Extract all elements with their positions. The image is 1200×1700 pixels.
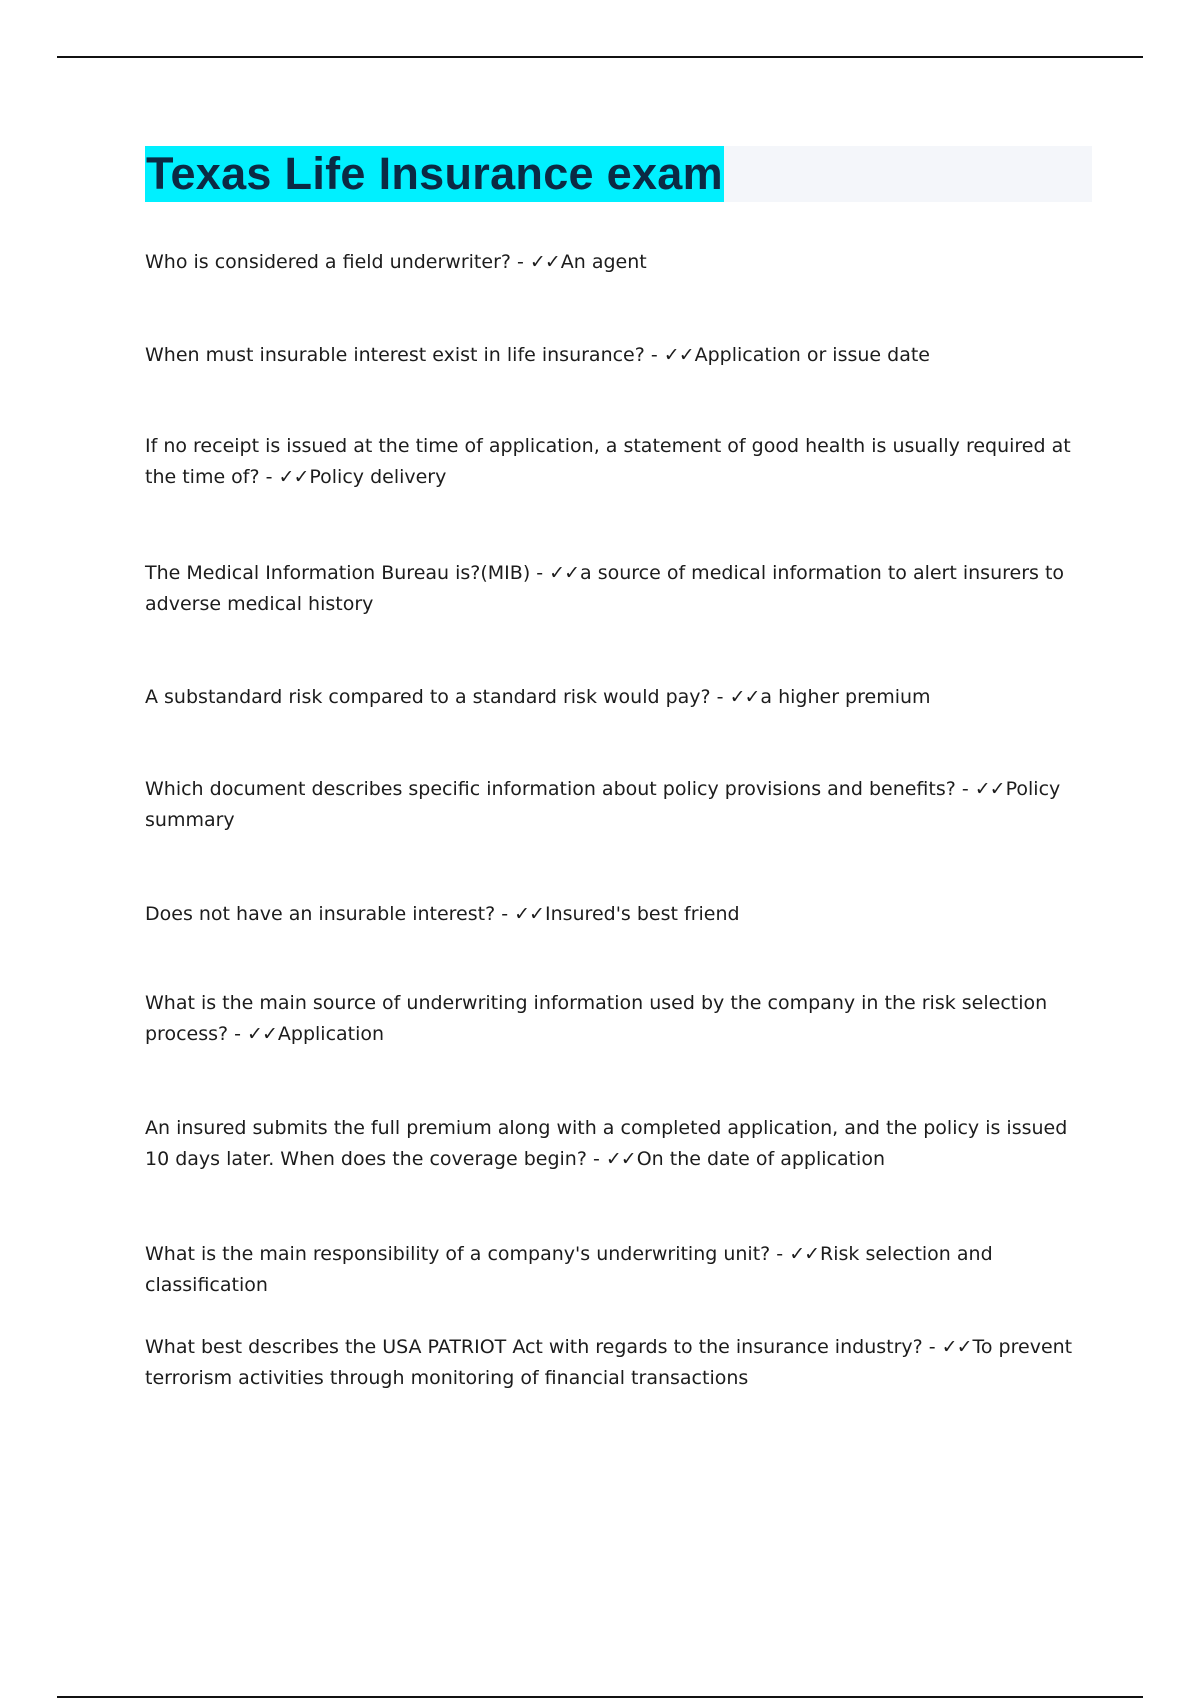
separator: - bbox=[510, 251, 530, 273]
separator: - bbox=[770, 1243, 790, 1265]
qa-item-5 bbox=[145, 682, 1095, 713]
qa-item-7 bbox=[145, 899, 1095, 930]
qa-item-4 bbox=[145, 558, 1095, 620]
question: A substandard risk compared to a standard risk would pay? bbox=[145, 686, 711, 708]
answer: An agent bbox=[560, 251, 647, 273]
question: When must insurable interest exist in life insurance? bbox=[145, 344, 645, 366]
question: Does not have an insurable interest? bbox=[145, 903, 496, 925]
question: What best describes the USA PATRIOT Act with regards to the insurance industry? bbox=[145, 1336, 923, 1358]
double-check-icon: ✓✓ bbox=[663, 344, 694, 366]
double-check-icon: ✓✓ bbox=[278, 466, 309, 488]
answer: To prevent terrorism activities through monitoring of financial transactions bbox=[145, 1336, 1073, 1389]
answer: Insured's best friend bbox=[544, 903, 740, 925]
double-check-icon: ✓✓ bbox=[974, 778, 1005, 800]
question: Which document describes specific information about policy provisions and benefits? bbox=[145, 778, 956, 800]
answer: Policy summary bbox=[145, 778, 1061, 831]
separator: - bbox=[530, 562, 550, 584]
question: What is the main source of underwriting information used by the company in the risk selection process? bbox=[145, 992, 1048, 1045]
question: An insured submits the full premium along with a completed application, and the policy is issued 10 days later. When does the coverage begin? bbox=[145, 1117, 1068, 1170]
double-check-icon: ✓✓ bbox=[729, 686, 760, 708]
top-rule bbox=[57, 56, 1143, 58]
question: If no receipt is issued at the time of application, a statement of good health is usually required at the time of? bbox=[145, 435, 1071, 488]
qa-item-11 bbox=[145, 1332, 1095, 1394]
answer: a source of medical information to alert insurers to adverse medical history bbox=[145, 562, 1065, 615]
answer: Policy delivery bbox=[309, 466, 447, 488]
separator: - bbox=[586, 1148, 606, 1170]
double-check-icon: ✓✓ bbox=[514, 903, 544, 925]
separator: - bbox=[259, 466, 279, 488]
separator: - bbox=[644, 344, 664, 366]
separator: - bbox=[955, 778, 975, 800]
qa-item-9 bbox=[145, 1113, 1095, 1175]
double-check-icon: ✓✓ bbox=[247, 1023, 277, 1045]
question: The Medical Information Bureau is?(MIB) bbox=[145, 562, 531, 584]
answer: a higher premium bbox=[760, 686, 931, 708]
question: Who is considered a field underwriter? bbox=[145, 251, 511, 273]
page-title: Texas Life Insurance exam bbox=[145, 146, 724, 202]
qa-item-2 bbox=[145, 340, 1095, 371]
answer: Application or issue date bbox=[694, 344, 930, 366]
qa-item-10 bbox=[145, 1239, 1095, 1301]
separator: - bbox=[710, 686, 730, 708]
separator: - bbox=[228, 1023, 248, 1045]
qa-item-3 bbox=[145, 431, 1095, 493]
bottom-rule bbox=[57, 1696, 1143, 1698]
qa-item-1 bbox=[145, 247, 1095, 278]
qa-item-6 bbox=[145, 774, 1095, 836]
double-check-icon: ✓✓ bbox=[941, 1336, 972, 1358]
answer: On the date of application bbox=[636, 1148, 886, 1170]
question: What is the main responsibility of a company's underwriting unit? bbox=[145, 1243, 771, 1265]
qa-item-8 bbox=[145, 988, 1095, 1050]
double-check-icon: ✓✓ bbox=[549, 562, 580, 584]
separator: - bbox=[922, 1336, 942, 1358]
double-check-icon: ✓✓ bbox=[529, 251, 560, 273]
double-check-icon: ✓✓ bbox=[605, 1148, 636, 1170]
answer: Risk selection and classification bbox=[145, 1243, 993, 1296]
separator: - bbox=[495, 903, 515, 925]
answer: Application bbox=[277, 1023, 385, 1045]
double-check-icon: ✓✓ bbox=[789, 1243, 820, 1265]
